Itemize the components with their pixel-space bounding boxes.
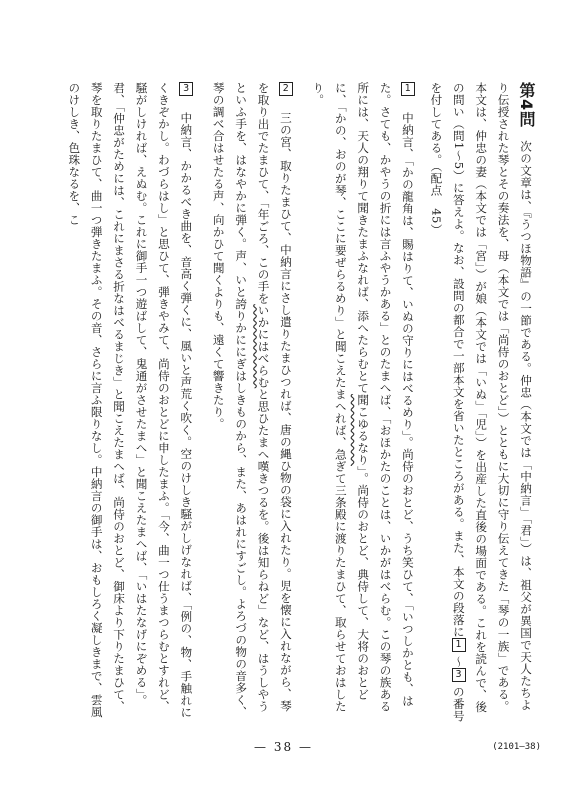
range-end-box: 3 (452, 668, 466, 682)
paragraph-1 (307, 82, 419, 722)
paragraph-2 (207, 82, 297, 722)
paragraph-3 (63, 82, 197, 722)
intro-text: 次の文章は、『うつほ物語』の一節である。仲忠（本文では「中納言」「君」）は、祖父が異国で天人たちより伝授された琴とその奏法を、母（本文では「尚侍のおとど」）とともに大切に守り伝えてきた「琴の一族」である。本文は、仲忠の妻（本文では「宮」）が娘（本文では「いぬ」「児」）を出産した直後の場面である。これを読んで、後の問い（問1〜5）に答えよ。なお、設問の都合で一部本文を省いたところがある。また、本文の段落に (451, 82, 533, 713)
paragraph-text: 」。尚侍のおとど、典侍して、大将のおとどに、「かの、おのが琴、ここに要ぜらるめり」と聞こえたまへれば、急ぎて三条殿に渡りたまひて、取らせておはしたり。 (311, 82, 371, 713)
question-intro (425, 82, 537, 722)
underlined-phrase-a: 聞こゆるなり (356, 394, 371, 466)
paragraph-number: 1 (401, 82, 415, 96)
paragraph-text: 三の宮、取りたまひて、中納言にさし遣りたまひつれば、唐の縄ひ物の袋に入れたり。児を懐に入れながら、琴を取り出でたまひて、「年ごろ、この手を (256, 82, 293, 712)
paragraph-text: 中納言、かかるべき曲を、音高く弾くに、風いと声荒く吹く。空のけしき騒がしげなれば、「例の、物、手触れにくきぞかし。わづらはし」と思ひて、弾きやみて、尚侍のおとどに申したまふ。「今、曲一つ仕うまつらむとすれど、騒がしければ、えぬむ。これに御手一つ遊ばして、鬼通がさせたまへ」と聞こえたまへば、「いはたなげにぞめる」。君、「仲忠がためには、これにまさる折なはべるまじき」と聞こえたまへば、尚侍のおとど、御床より下りたまひて、琴を取りたまひて、曲一つ弾きたまふ。その音、さらに言ふ限りなし。中納言の御手は、おもしろく凝しきまで、雲風のけしき、色珠なるを、こ (67, 82, 194, 719)
range-start-box: 1 (452, 638, 466, 652)
range-separator: 〜 (451, 655, 466, 668)
paragraph-text: と思ひたまへ嘆きつるを。後は知らねど」など、はうしやうといふ手を、はなやかに弾く。声、いと誇りかににぎはしきものから、また、あはれにすごし。よろづの物の音多く、琴の調べ合はせたる声、向かひて聞くよりも、遠くて響きたり。 (211, 82, 271, 718)
intro-tail: の番号を付してある。（配点 45） (429, 82, 466, 722)
paragraph-number: 2 (279, 82, 293, 96)
paragraph-number: 3 (179, 82, 193, 96)
exam-code: (2101—38) (492, 742, 541, 752)
underlined-phrase-c: いかにはべらむ (256, 304, 271, 389)
vertical-text-block (17, 82, 537, 722)
page-number: — 38 — (254, 740, 313, 754)
question-label: 第4問 (517, 82, 536, 129)
paragraph-text: 中納言、「かの龍角は、賜はりて、いぬの守りにはべるめり」。尚侍のおとど、うち笑ひて、「いつしかとも、はた。さても、かやうの折には言ふやうかある」とのたまへば、「おほかたのことは、いかがはべらむ。この琴の族ある所には、天人の翔りて聞きたまふなれば、添へたらむとて (356, 82, 415, 713)
